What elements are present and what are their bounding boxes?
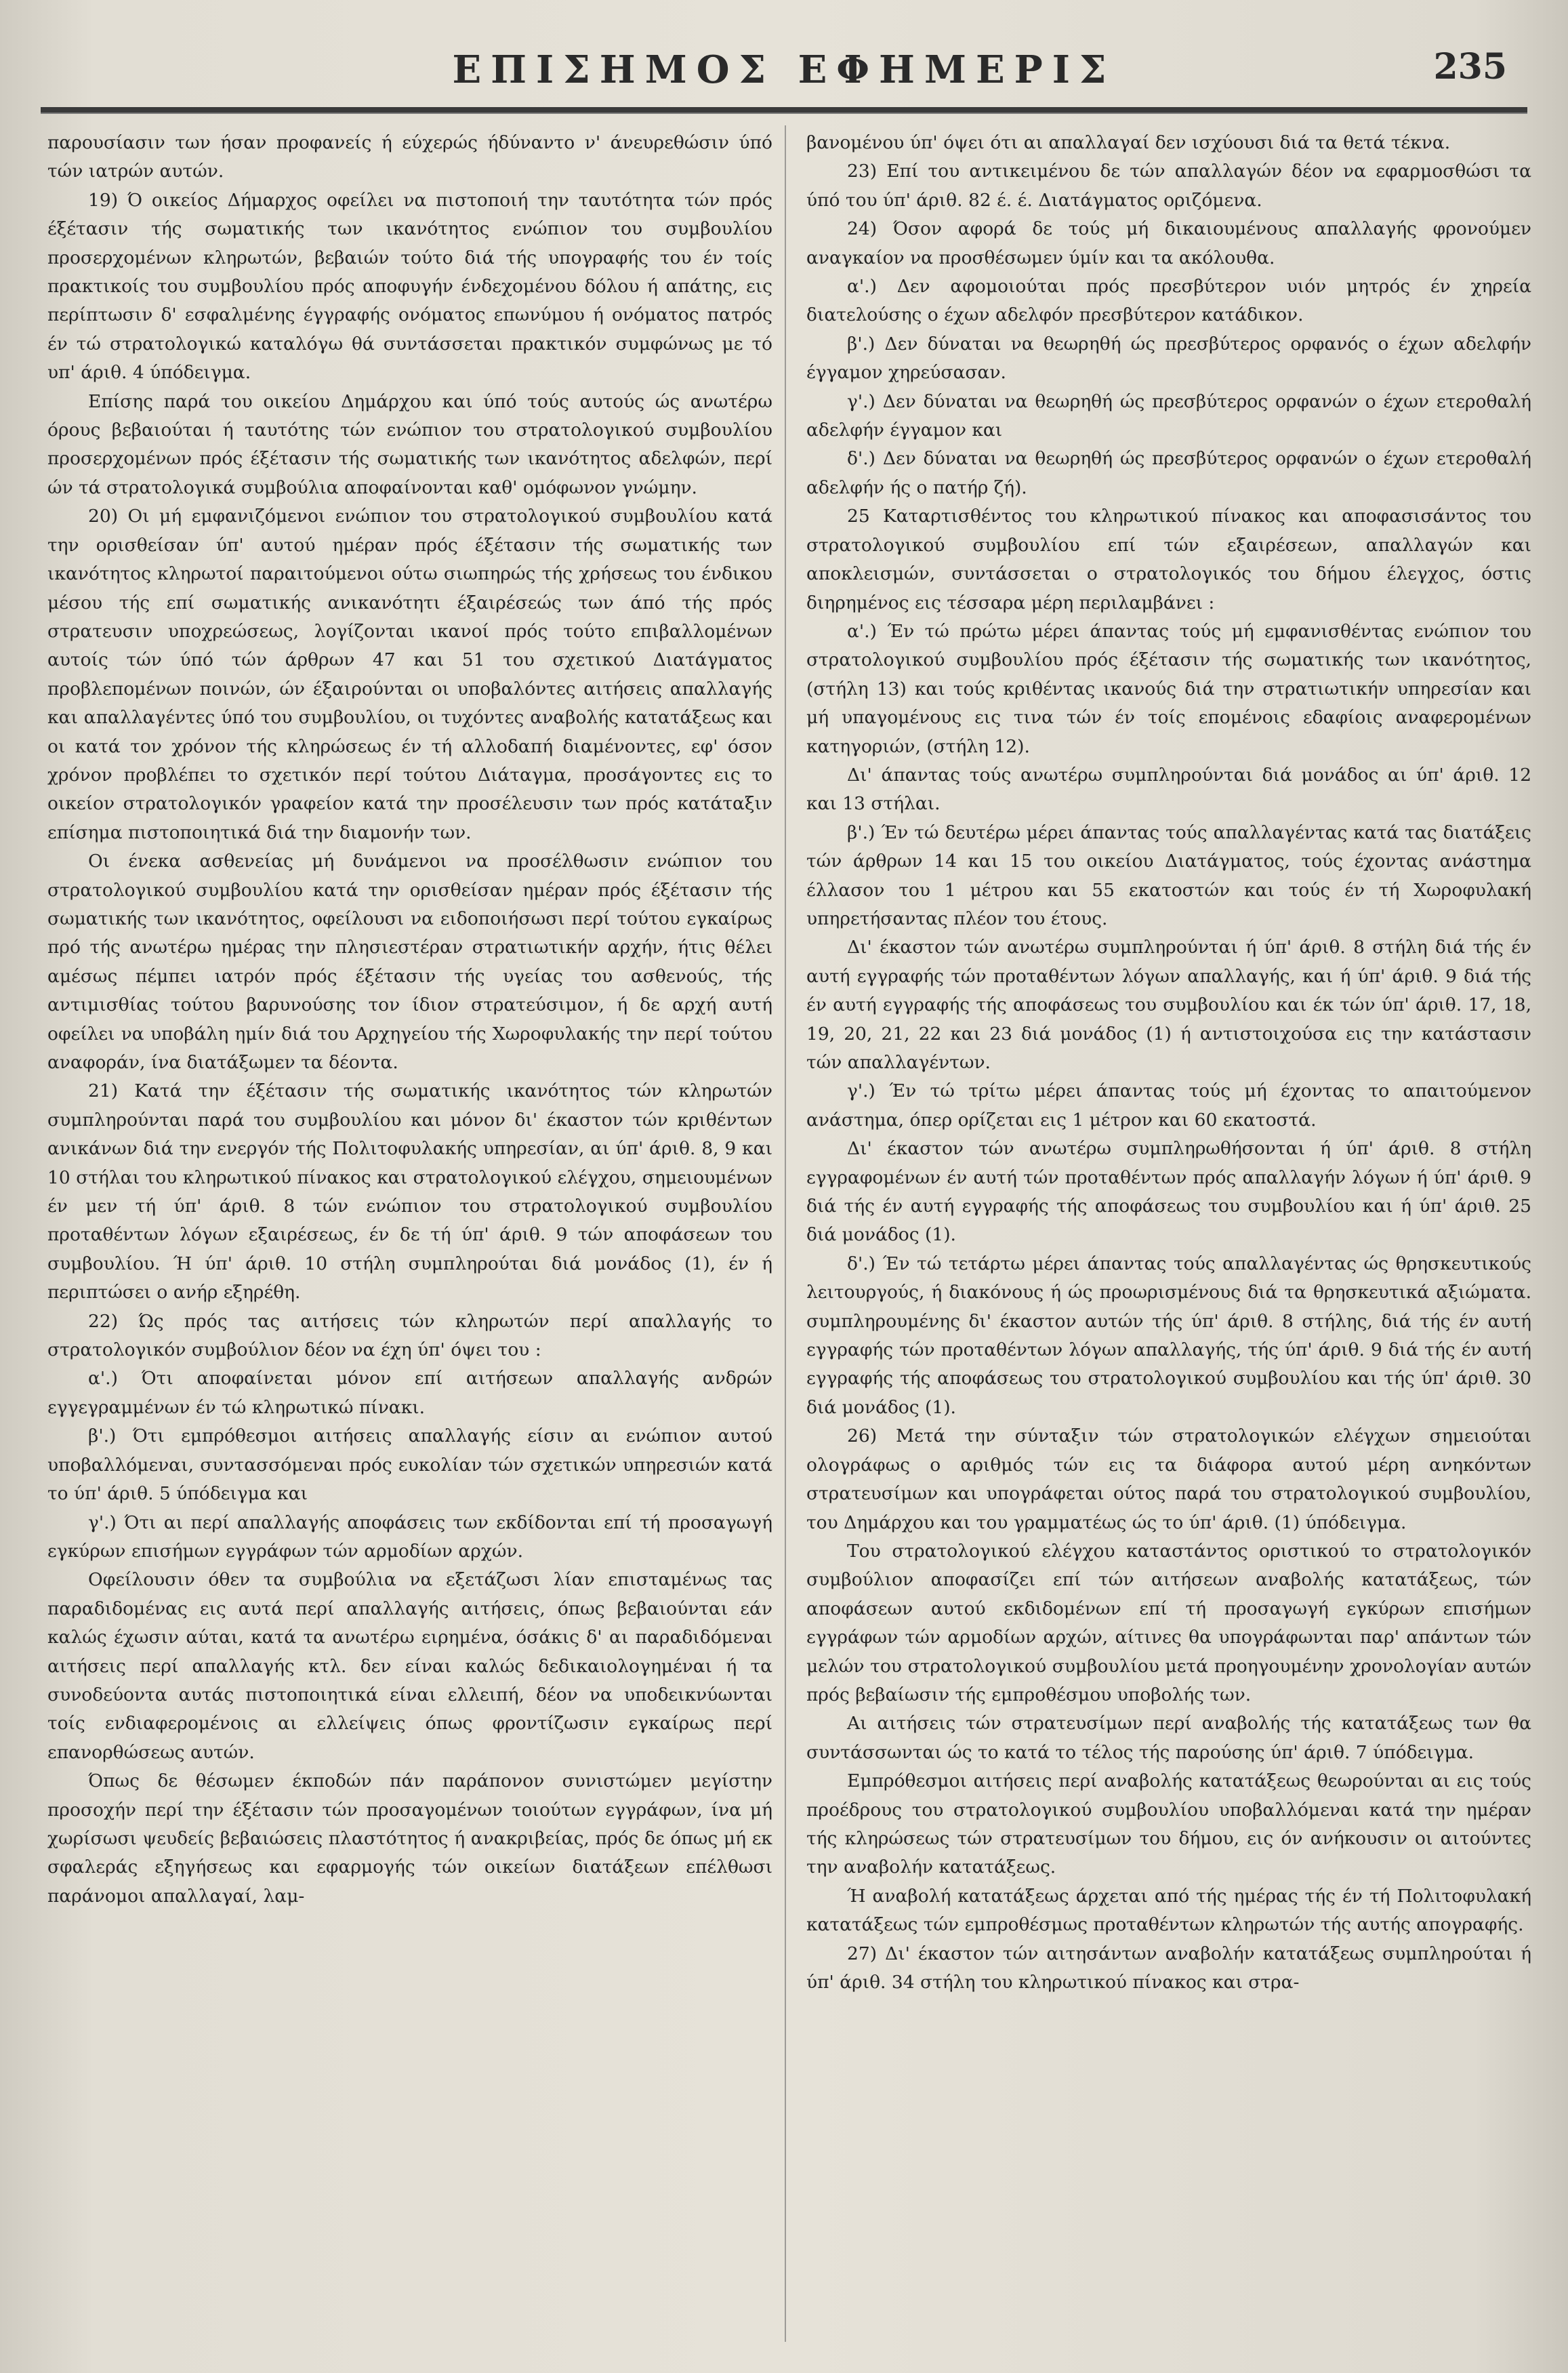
left-column bbox=[47, 129, 772, 2338]
paragraph: 25 Καταρτισθέντος του κληρωτικού πίνακος και αποφασισάντος του στρατολογικού συμβουλίου επί τών εξαιρέσεων, απαλλαγών και αποκλεισμών, συντάσσεται ο στρατολογικός του δήμου έλεγχος, όστις διηρημένος εις τέσσαρα μέρη περιλαμβάνει : bbox=[806, 506, 1531, 613]
paragraph: Δι' άπαντας τούς ανωτέρω συμπληρούνται διά μονάδος αι ύπ' άριθ. 12 και 13 στήλαι. bbox=[806, 764, 1531, 815]
paragraph: 19) Ό οικείος Δήμαρχος οφείλει να πιστοποιή την ταυτότητα τών πρός έξέτασιν τής σωματικής των ικανότητος ενώπιον του συμβουλίου προσερχομένων κληρωτών, βεβαιών τούτο διά τής υπογραφής του έν τοίς πρακτικοίς του συμβουλίου πρός αποφυγήν ένδεχομένου δόλου ή απάτης, εις περίπτωσιν δ' εσφαλμένης έγγραφής ονόματος επωνύμου ή ονόματος πατρός έν τώ στρατολογικώ καταλόγω θά συντάσσεται πρακτικόν συμφώνως με τό υπ' άριθ. 4 ύπόδειγμα. bbox=[47, 189, 772, 384]
paragraph: 20) Οι μή εμφανιζόμενοι ενώπιον του στρατολογικού συμβουλίου κατά την ορισθείσαν ύπ' αυτού ημέραν πρός έξέτασιν τής σωματικής των ικανότητος κληρωτοί παραιτούμενοι ούτω σιωπηρώς τής χρήσεως του ένδικου μέσου τής επί σωματικής ανικανότητι έξαιρέσεώς των άπό τής πρός στρατευσιν υποχρεώσεως, λογίζονται ικανοί πρός τούτο επιβαλλομένων αυτοίς τών ύπό τών άρθρων 47 και 51 του σχετικού Διατάγματος προβλεπομένων ποινών, ών έξαιρούνται οι υποβαλόντες αιτήσεις απαλλαγής και απαλλαγέντες ύπό του συμβουλίου, οι τυχόντες αναβολής κατατάξεως και οι κατά τον χρόνον τής κληρώσεως έν τή αλλοδαπή διαμένοντες, εφ' όσον χρόνον προβλέπει το σχετικόν περί τούτου Διάταγμα, προσάγοντες εις το οικείον στρατολογικόν γραφείον κατά την προσέλευσιν των πρός κατάταξιν επίσημα πιστοποιητικά διά την διαμονήν των. bbox=[47, 506, 772, 843]
paragraph: 22) Ώς πρός τας αιτήσεις τών κληρωτών περί απαλλαγής το στρατολογικόν συμβούλιον δέον να έχη ύπ' όψει του : bbox=[47, 1310, 772, 1361]
paragraph: 23) Επί του αντικειμένου δε τών απαλλαγών δέον να εφαρμοσθώσι τα ύπό του ύπ' άριθ. 82 έ. έ. Διατάγματος οριζόμενα. bbox=[806, 161, 1531, 211]
paragraph: 27) Δι' έκαστον τών αιτησάντων αναβολήν κατατάξεως συμπληρούται ή ύπ' άριθ. 34 στήλη του κληρωτικού πίνακος και στρα- bbox=[806, 1943, 1531, 1993]
right-column bbox=[806, 129, 1531, 2338]
paragraph: β'.) Ότι εμπρόθεσμοι αιτήσεις απαλλαγής είσιν αι ενώπιον αυτού υποβαλλόμεναι, συντασσόμεναι πρός ευκολίαν τών σχετικών υπηρεσιών κατά το ύπ' άριθ. 5 ύπόδειγμα και bbox=[47, 1425, 772, 1505]
paragraph: Του στρατολογικού ελέγχου καταστάντος οριστικού το στρατολογικόν συμβούλιον αποφασίζει επί τών αιτήσεων αναβολής κατατάξεως, τών αποφάσεων αυτού εκδιδομένων επί τή προσαγωγή εγκύρων επισήμων εγγράφων τών αρμοδίων αρχών, αίτινες θα υπογράφωνται παρ' απάντων τών μελών του στρατολογικού συμβουλίου μετά προηγουμένην χρονολογίαν αυτών πρός βεβαίωσιν τής εμπροθέσμου υποβολής των. bbox=[806, 1540, 1531, 1705]
paragraph: α'.) Ότι αποφαίνεται μόνον επί αιτήσεων απαλλαγής ανδρών εγγεγραμμένων έν τώ κληρωτικώ πίνακι. bbox=[47, 1368, 772, 1418]
paragraph: Οφείλουσιν όθεν τα συμβούλια να εξετάζωσι λίαν επισταμένως τας παραδιδομένας εις αυτά περί απαλλαγής αιτήσεις, όπως βεβαιούνται εάν καλώς έχωσιν αύται, κατά τα ανωτέρω ειρημένα, όσάκις δ' αι παραδιδόμεναι αιτήσεις περί απαλλαγής κτλ. δεν είναι καλώς δεδικαιολογημέναι ή τα συνοδεύοντα αυτάς πιστοποιητικά είναι ελλειπή, δέον να υποδεικνύωνται τοίς ενδιαφερομένοις αι ελλείψεις όπως φροντίζωσιν εγκαίρως περί επανορθώσεως αυτών. bbox=[47, 1569, 772, 1763]
paragraph: α'.) Δεν αφομοιούται πρός πρεσβύτερον υιόν μητρός έν χηρεία διατελούσης ο έχων αδελφόν πρεσβύτερον κατάδικον. bbox=[806, 276, 1531, 326]
paragraph: βανομένου ύπ' όψει ότι αι απαλλαγαί δεν ισχύουσι διά τα θετά τέκνα. bbox=[806, 132, 1451, 153]
paragraph: δ'.) Δεν δύναται να θεωρηθή ώς πρεσβύτερος ορφανών ο έχων ετεροθαλή αδελφήν ής ο πατήρ ζή). bbox=[806, 448, 1531, 498]
paragraph: γ'.) Ότι αι περί απαλλαγής αποφάσεις των εκδίδονται επί τή προσαγωγή εγκύρων επισήμων εγγράφων τών αρμοδίων αρχών. bbox=[47, 1512, 772, 1562]
paragraph: 26) Μετά την σύνταξιν τών στρατολογικών ελέγχων σημειούται ολογράφως ο αριθμός τών εις τα διάφορα αυτού μέρη ανηκόντων στρατευσίμων και υπογράφεται ούτος παρά του στρατολογικού συμβουλίου, του Δημάρχου και του γραμματέως ώς το ύπ' άριθ. (1) ύπόδειγμα. bbox=[806, 1425, 1531, 1533]
paragraph: Εμπρόθεσμοι αιτήσεις περί αναβολής κατατάξεως θεωρούνται αι εις τούς προέδρους του στρατολογικού συμβουλίου υποβαλλόμεναι κατά την ημέραν τής κληρώσεως τών στρατευσίμων του δήμου, εις όν ανήκουσιν οι αιτούντες την αναβολήν κατατάξεως. bbox=[806, 1770, 1531, 1878]
paragraph: β'.) Δεν δύναται να θεωρηθή ώς πρεσβύτερος ορφανός ο έχων αδελφήν έγγαμον χηρεύσασαν. bbox=[806, 333, 1531, 384]
paragraph: γ'.) Έν τώ τρίτω μέρει άπαντας τούς μή έχοντας το απαιτούμενον ανάστημα, όπερ ορίζεται εις 1 μέτρον και 60 εκατοστά. bbox=[806, 1080, 1531, 1131]
paragraph: παρουσίασιν των ήσαν προφανείς ή εύχερώς ήδύναντο ν' άνευρεθώσιν ύπό τών ιατρών αυτών. bbox=[47, 132, 772, 182]
masthead-title: ΕΠΙΣΗΜΟΣ ΕΦΗΜΕΡΙΣ bbox=[452, 47, 1116, 92]
paragraph: γ'.) Δεν δύναται να θεωρηθή ώς πρεσβύτερος ορφανών ο έχων ετεροθαλή αδελφήν έγγαμον και bbox=[806, 390, 1531, 441]
header-rule bbox=[41, 107, 1527, 114]
paragraph: β'.) Έν τώ δευτέρω μέρει άπαντας τούς απαλλαγέντας κατά τας διατάξεις τών άρθρων 14 και 15 του οικείου Διατάγματος, τούς έχοντας ανάστημα έλλασον του 1 μέτρου και 55 εκατοστών και τούς έν τή Χωροφυλακή υπηρετήσαντας πλέον του έτους. bbox=[806, 822, 1531, 929]
paragraph: Δι' έκαστον τών ανωτέρω συμπληρωθήσονται ή ύπ' άριθ. 8 στήλη εγγραφομένων έν αυτή τών προταθέντων πρός απαλλαγήν λόγων ή ύπ' άριθ. 9 διά τής έν αυτή εγγραφής τής αποφάσεως του συμβουλίου και ή ύπ' άριθ. 25 διά μονάδος (1). bbox=[806, 1138, 1531, 1246]
paragraph: α'.) Έν τώ πρώτω μέρει άπαντας τούς μή εμφανισθέντας ενώπιον του στρατολογικού συμβουλίου πρός έξέτασιν τής σωματικής των ικανότητος, (στήλη 13) και τούς κριθέντας ικανούς διά την στρατιωτικήν υπηρεσίαν και μή υπαγομένους εις τινα τών έν τοίς επομένοις εδαφίοις αναφερομένων κατηγοριών, (στήλη 12). bbox=[806, 620, 1531, 757]
page-number: 235 bbox=[1433, 46, 1507, 87]
paragraph: Επίσης παρά του οικείου Δημάρχου και ύπό τούς αυτούς ώς ανωτέρω όρους βεβαιούται ή ταυτότης τών ενώπιον του στρατολογικού συμβουλίου προσερχομένων πρός έξέτασιν τής σωματικής των ικανότητος αδελφών, περί ών τά στρατολογικά συμβούλια αποφαίνονται καθ' ομόφωνον γνώμην. bbox=[47, 390, 772, 498]
paragraph: δ'.) Έν τώ τετάρτω μέρει άπαντας τούς απαλλαγέντας ώς θρησκευτικούς λειτουργούς, ή διακόνους ή ώς προωρισμένους διά τα θρησκευτικά αξιώματα. συμπληρουμένης δι' έκαστον αυτών τής ύπ' άριθ. 8 στήλης, διά τής έν αυτή εγγραφής τών προταθέντων λόγων απαλλαγής, τής ύπ' άριθ. 9 διά τής έν αυτή εγγραφής τής αποφάσεως του στρατολογικού συμβουλίου και τής ύπ' άριθ. 30 διά μονάδος (1). bbox=[806, 1253, 1531, 1418]
masthead bbox=[41, 27, 1527, 108]
paragraph: 21) Κατά την έξέτασιν τής σωματικής ικανότητος τών κληρωτών συμπληρούνται παρά του συμβουλίου και μόνον δι' έκαστον τών κριθέντων ανικάνων διά την ενεργόν τής Πολιτοφυλακής υπηρεσίαν, αι ύπ' άριθ. 8, 9 και 10 στήλαι του κληρωτικού πίνακος και στρατολογικού ελέγχου, σημειουμένων έν μεν τή ύπ' άριθ. 8 τών ενώπιον του στρατολογικού συμβουλίου προταθέντων λόγων εξαιρέσεως, έν δε τή ύπ' άριθ. 9 τών αποφάσεων του συμβουλίου. Ή ύπ' άριθ. 10 στήλη συμπληρούται διά μονάδος (1), έν ή περιπτώσει ο ανήρ εξηρέθη. bbox=[47, 1080, 772, 1303]
paragraph: Ή αναβολή κατατάξεως άρχεται από τής ημέρας τής έν τή Πολιτοφυλακή κατατάξεως τών εμπροθέσμως προταθέντων κληρωτών τής αυτής απογραφής. bbox=[806, 1885, 1531, 1936]
paragraph: Όπως δε θέσωμεν έκποδών πάν παράπονον συνιστώμεν μεγίστην προσοχήν περί την έξέτασιν τών προσαγομένων τοιούτων εγγράφων, ίνα μή χωρίσωσι ψευδείς βεβαιώσεις πλαστότητος ή ανακριβείας, πρός δε όπως μή εκ σφαλεράς εξηγήσεως και εφαρμογής τών οικείων διατάξεων επέλθωσι παράνομοι απαλλαγαί, λαμ- bbox=[47, 1770, 772, 1907]
paragraph: 24) Όσον αφορά δε τούς μή δικαιουμένους απαλλαγής φρονούμεν αναγκαίον να προσθέσωμεν ύμίν και τα ακόλουθα. bbox=[806, 218, 1531, 268]
paragraph: Αι αιτήσεις τών στρατευσίμων περί αναβολής τής κατατάξεως των θα συντάσσωνται ώς το κατά το τέλος τής παρούσης ύπ' άριθ. 7 ύπόδειγμα. bbox=[806, 1713, 1531, 1763]
paragraph: Δι' έκαστον τών ανωτέρω συμπληρούνται ή ύπ' άριθ. 8 στήλη διά τής έν αυτή εγγραφής τών προταθέντων λόγων απαλλαγής, και ή ύπ' άριθ. 9 διά τής έν αυτή εγγραφής τής αποφάσεως του συμβουλίου και έκ τών ύπ' άριθ. 17, 18, 19, 20, 21, 22 και 23 διά μονάδος (1) ή αντιστοιχούσα εις την κατάστασιν τών απαλλαγέντων. bbox=[806, 937, 1531, 1073]
column-divider bbox=[785, 125, 786, 2342]
paragraph: Οι ένεκα ασθενείας μή δυνάμενοι να προσέλθωσιν ενώπιον του στρατολογικού συμβουλίου κατά την ορισθείσαν ημέραν πρός έξέτασιν τής σωματικής των ικανότητος, οφείλουσι να ειδοποιήσωσι περί τούτου εγκαίρως πρό τής ανωτέρω ημέρας την πλησιεστέραν στρατιωτικήν αρχήν, ήτις θέλει αμέσως πέμπει ιατρόν πρός έξέτασιν τής υγείας του ασθενούς, τής αντιμισθίας τούτου βαρυνούσης τον ίδιον στρατεύσιμον, ή δε αρχή αυτή οφείλει να υποβάλη ημίν διά του Αρχηγείου τής Χωροφυλακής την περί τούτου αναφοράν, ίνα διατάξωμεν τα δέοντα. bbox=[47, 851, 772, 1073]
